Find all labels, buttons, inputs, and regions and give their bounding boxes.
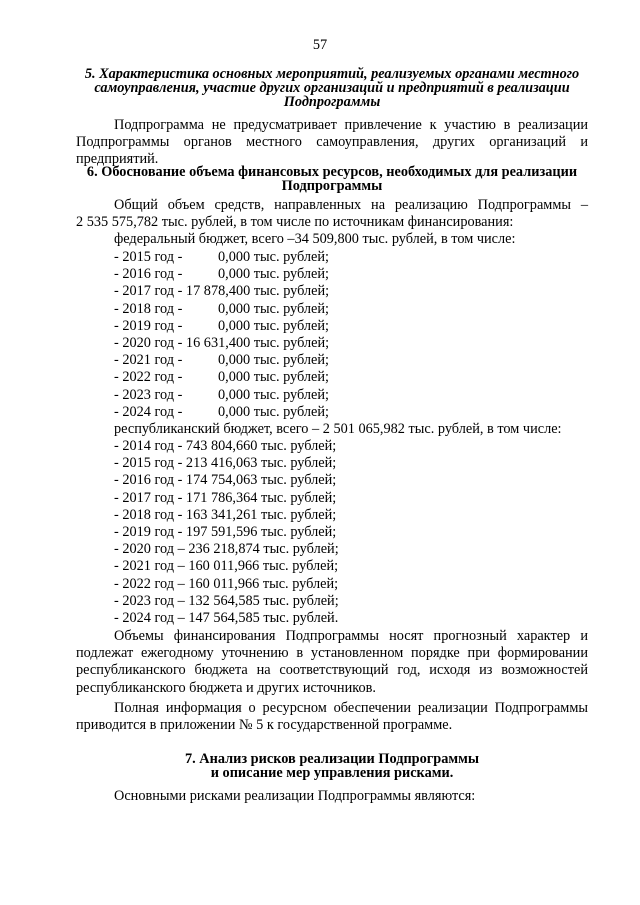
paragraph-line: подлежат ежегодному уточнению в установленном порядке при формировании [76, 645, 588, 662]
list-item: - 2019 год - 0,000 тыс. рублей; [114, 317, 330, 334]
list-item: - 2020 год – 236 218,874 тыс. рублей; [114, 541, 339, 558]
heading-line: Подпрограммы [283, 94, 381, 110]
paragraph-line: Подпрограмма не предусматривает привлечение к участию в реализации [114, 117, 588, 133]
section5-paragraph [76, 117, 588, 169]
paragraph-line: Подпрограммы органов местного самоуправления, других организаций и [76, 134, 588, 151]
list-item: - 2018 год - 163 341,261 тыс. рублей; [114, 506, 337, 523]
list-item: - 2017 год - 171 786,364 тыс. рублей; [114, 489, 337, 506]
paragraph-line: приводится в приложении № 5 к государственной программе. [76, 717, 453, 734]
list-item: - 2019 год - 197 591,596 тыс. рублей; [114, 524, 337, 541]
republic-budget-header-block [114, 421, 584, 438]
list-item: - 2017 год - 17 878,400 тыс. рублей; [114, 283, 330, 300]
list-item: - 2015 год - 213 416,063 тыс. рублей; [114, 455, 337, 472]
republic-budget-list [114, 438, 584, 627]
list-item: - 2015 год - 0,000 тыс. рублей; [114, 249, 330, 265]
section7-heading [76, 752, 588, 780]
paragraph-line: Полная информация о ресурсном обеспечении реализации Подпрограммы [114, 700, 588, 716]
list-item: - 2023 год - 0,000 тыс. рублей; [114, 386, 330, 403]
heading-line: и описание мер управления рисками. [210, 765, 454, 781]
list-item: - 2021 год – 160 011,966 тыс. рублей; [114, 558, 339, 575]
list-item: - 2023 год – 132 564,585 тыс. рублей; [114, 592, 339, 609]
heading-line: 7. Анализ рисков реализации Подпрограммы [184, 751, 480, 767]
paragraph-line: Объемы финансирования Подпрограммы носят прогнозный характер и [114, 628, 588, 644]
list-item: - 2020 год - 16 631,400 тыс. рублей; [114, 335, 330, 352]
paragraph-line: предприятий. [76, 151, 159, 168]
heading-line: самоуправления, участие других организаций и предприятий в реализации [94, 80, 570, 96]
list-item: - 2022 год – 160 011,966 тыс. рублей; [114, 575, 339, 592]
republic-budget-header: республиканский бюджет, всего – 2 501 065,982 тыс. рублей, в том числе: [114, 421, 562, 437]
forecast-paragraph [76, 628, 588, 697]
list-item: - 2016 год - 0,000 тыс. рублей; [114, 266, 330, 283]
list-item: - 2024 год – 147 564,585 тыс. рублей. [114, 610, 339, 627]
federal-budget-header: федеральный бюджет, всего –34 509,800 тыс. рублей, в том числе: [114, 231, 516, 248]
federal-budget-list [114, 249, 584, 421]
section7-paragraph [76, 788, 588, 805]
list-item: - 2024 год - 0,000 тыс. рублей; [114, 403, 330, 420]
list-item: - 2018 год - 0,000 тыс. рублей; [114, 300, 330, 317]
heading-line: 5. Характеристика основных мероприятий, реализуемых органами местного [84, 66, 580, 82]
page-number: 57 [312, 37, 328, 53]
info-paragraph [76, 700, 588, 734]
section6-heading [76, 165, 588, 193]
heading-line: 6. Обоснование объема финансовых ресурсов, необходимых для реализации [86, 164, 578, 180]
paragraph-line: Общий объем средств, направленных на реализацию Подпрограммы – [114, 197, 588, 213]
paragraph-line: 2 535 575,782 тыс. рублей, в том числе по источникам финансирования: [76, 214, 514, 231]
paragraph-line: республиканского бюджета и других источников. [76, 679, 376, 696]
list-item: - 2014 год - 743 804,660 тыс. рублей; [114, 438, 337, 454]
heading-line: Подпрограммы [281, 178, 383, 194]
list-item: - 2016 год - 174 754,063 тыс. рублей; [114, 472, 337, 489]
section6-intro [76, 197, 588, 249]
section5-heading [76, 67, 588, 109]
paragraph-line: Основными рисками реализации Подпрограммы являются: [114, 788, 476, 804]
paragraph-line: республиканского бюджета на соответствующий год, исходя из возможностей [76, 662, 588, 679]
list-item: - 2021 год - 0,000 тыс. рублей; [114, 352, 330, 369]
list-item: - 2022 год - 0,000 тыс. рублей; [114, 369, 330, 386]
